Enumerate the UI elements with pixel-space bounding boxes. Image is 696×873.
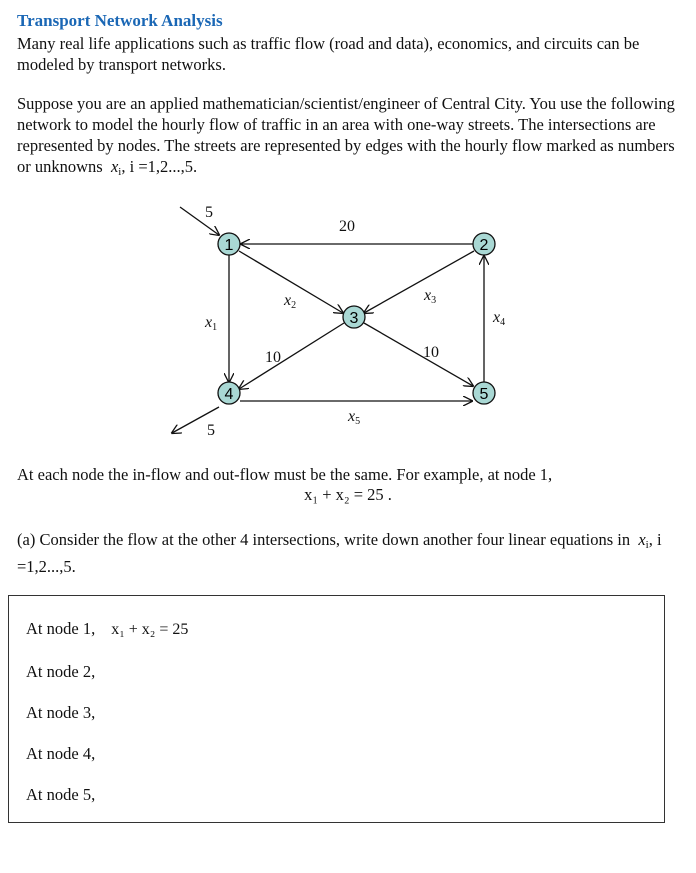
conservation-paragraph: At each node the in-flow and out-flow must be the same. For example, at node 1,: [17, 465, 553, 484]
edge-in-1: [180, 207, 219, 235]
label-x3: x3: [424, 287, 437, 306]
label-edge-2-1: 20: [339, 218, 355, 235]
nodes: [218, 233, 495, 404]
svg-text:2: 2: [479, 237, 489, 254]
node-4: [218, 382, 240, 404]
svg-text:4: 4: [224, 386, 234, 403]
label-x5: x5: [348, 408, 361, 427]
answer-label: At node 5,: [26, 785, 96, 804]
node-5: [473, 382, 495, 404]
answer-label: At node 2,: [26, 662, 96, 681]
edge-3-4: [239, 323, 344, 389]
answer-node-1: [26, 619, 188, 639]
label-out-4: 5: [207, 422, 215, 439]
answer-node-5[interactable]: [26, 785, 111, 805]
part-a-variable: $x_i$: [638, 530, 649, 551]
answer-node-2[interactable]: [26, 662, 111, 682]
scenario-range: , i =1,2...,5.: [121, 157, 198, 176]
page-title: Transport Network Analysis: [17, 11, 223, 30]
intro-paragraph: Many real life applications such as traffic flow (road and data), economics, and circuits can be modeled by transport networks.: [17, 34, 640, 74]
label-edge-3-4: 10: [265, 349, 281, 366]
node-3: [343, 306, 365, 328]
label-in-1: 5: [205, 204, 213, 221]
svg-text:1: 1: [224, 237, 234, 254]
label-x4: x4: [493, 309, 506, 328]
label-edge-3-5: 10: [423, 344, 439, 361]
part-a-paragraph: [17, 529, 677, 577]
answer-label: At node 3,: [26, 703, 96, 722]
example-equation: x₁ + x₂ = 25 .: [304, 485, 392, 504]
scenario-text: Suppose you are an applied mathematician/scientist/engineer of Central City. You use the following network to model the hourly flow of traffic in an area with one-way streets. The intersections are represented by nodes. The streets are represented by edges with the hourly flow marked as numbers or unknowns: [17, 94, 675, 176]
edge-3-5: [364, 323, 473, 386]
scenario-paragraph: [17, 93, 677, 183]
part-a-text: (a) Consider the flow at the other 4 intersections, write down another four linear equations in: [17, 530, 631, 549]
answer-box: [8, 595, 665, 823]
answer-label: At node 4,: [26, 744, 96, 763]
answer-node-4[interactable]: [26, 744, 111, 764]
label-x2: x2: [284, 292, 297, 311]
node-2: [473, 233, 495, 255]
part-a-range: , i =1,2...,5.: [17, 530, 662, 576]
answer-node-3[interactable]: [26, 703, 111, 723]
svg-text:5: 5: [479, 386, 489, 403]
label-x1: x1: [205, 314, 218, 333]
answer-equation[interactable]: x₁ + x₂ = 25: [111, 621, 189, 638]
answer-label: At node 1,: [26, 619, 96, 638]
svg-text:3: 3: [349, 310, 359, 327]
node-1: [218, 233, 240, 255]
edge-2-3: [364, 251, 474, 313]
network-diagram: [0, 195, 696, 450]
scenario-variable: $x_i$: [110, 157, 122, 178]
